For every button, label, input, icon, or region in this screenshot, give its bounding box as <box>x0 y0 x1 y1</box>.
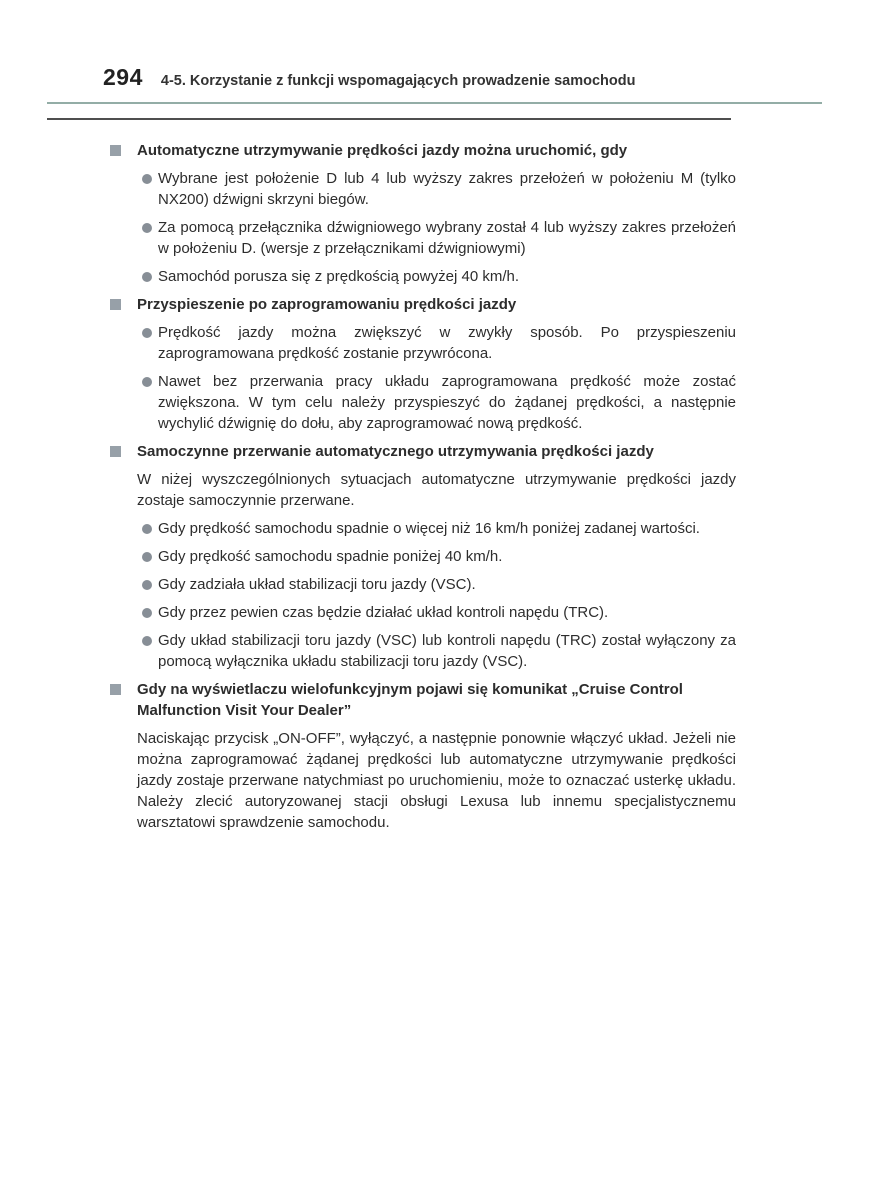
square-bullet-icon <box>110 446 121 457</box>
page-content <box>110 140 736 833</box>
square-bullet-icon <box>110 684 121 695</box>
list-item-text: Wybrane jest położenie D lub 4 lub wyższy zakres przełożeń w położeniu M (tylko NX200) dźwigni skrzyni biegów. <box>158 170 736 208</box>
list-item <box>142 217 736 259</box>
list-item-text: Gdy zadziała układ stabilizacji toru jazdy (VSC). <box>158 576 476 593</box>
header-rule-bottom <box>47 118 731 120</box>
header-rule-top <box>47 102 822 104</box>
list-item-text: Gdy prędkość samochodu spadnie poniżej 40 km/h. <box>158 548 503 565</box>
circle-bullet-icon <box>142 223 152 233</box>
circle-bullet-icon <box>142 636 152 646</box>
list-item <box>142 546 736 567</box>
list-item-text: Nawet bez przerwania pracy układu zaprogramowana prędkość może zostać zwiększona. W tym celu należy przyspieszyć do żądanej prędkości, a następnie wychylić dźwignię do dołu, aby zaprogramować nową prędkość. <box>158 373 736 432</box>
paragraph: W niżej wyszczególnionych sytuacjach automatyczne utrzymywanie prędkości jazdy zostaje samoczynnie przerwane. <box>137 471 736 509</box>
section-heading-text: Automatyczne utrzymywanie prędkości jazdy można uruchomić, gdy <box>137 142 628 159</box>
square-bullet-icon <box>110 299 121 310</box>
list-item <box>142 602 736 623</box>
page-header <box>0 0 877 91</box>
list-item <box>142 371 736 434</box>
section-heading-text: Gdy na wyświetlaczu wielofunkcyjnym pojawi się komunikat „Cruise Control Malfunction Visit Your Dealer” <box>137 681 683 719</box>
list-item <box>142 518 736 539</box>
list-item-text: Prędkość jazdy można zwiększyć w zwykły sposób. Po przyspieszeniu zaprogramowana prędkość zostanie przywrócona. <box>158 324 736 362</box>
paragraph: Naciskając przycisk „ON-OFF”, wyłączyć, a następnie ponownie włączyć układ. Jeżeli nie można zaprogramować żądanej prędkości lub automatyczne utrzymywanie prędkości jazdy zostaje przerwane natychmiast po uruchomieniu, może to oznaczać usterkę układu. Należy zlecić autoryzowanej stacji obsługi Lexusa lub innemu specjalistycznemu warsztatowi sprawdzenie samochodu. <box>137 730 736 831</box>
circle-bullet-icon <box>142 580 152 590</box>
section-heading-text: Przyspieszenie po zaprogramowaniu prędkości jazdy <box>137 296 517 313</box>
circle-bullet-icon <box>142 328 152 338</box>
section-heading <box>110 294 736 315</box>
list-item <box>142 574 736 595</box>
list-item-text: Gdy przez pewien czas będzie działać układ kontroli napędu (TRC). <box>158 604 609 621</box>
chapter-title: 4-5. Korzystanie z funkcji wspomagających prowadzenie samochodu <box>160 73 636 89</box>
list-item <box>142 630 736 672</box>
list-item-text: Gdy układ stabilizacji toru jazdy (VSC) lub kontroli napędu (TRC) został wyłączony za pomocą wyłącznika układu stabilizacji toru jazdy (VSC). <box>158 632 736 670</box>
section-heading-text: Samoczynne przerwanie automatycznego utrzymywania prędkości jazdy <box>137 443 654 460</box>
list-item-text: Samochód porusza się z prędkością powyżej 40 km/h. <box>158 268 520 285</box>
circle-bullet-icon <box>142 608 152 618</box>
circle-bullet-icon <box>142 174 152 184</box>
section-heading <box>110 140 736 161</box>
page-number: 294 <box>103 64 143 90</box>
list-item-text: Gdy prędkość samochodu spadnie o więcej niż 16 km/h poniżej zadanej wartości. <box>158 520 700 537</box>
circle-bullet-icon <box>142 377 152 387</box>
list-item <box>142 168 736 210</box>
circle-bullet-icon <box>142 524 152 534</box>
list-item <box>142 322 736 364</box>
square-bullet-icon <box>110 145 121 156</box>
circle-bullet-icon <box>142 552 152 562</box>
section-heading <box>110 679 736 721</box>
list-item <box>142 266 736 287</box>
list-item-text: Za pomocą przełącznika dźwigniowego wybrany został 4 lub wyższy zakres przełożeń w położeniu D. (wersje z przełącznikami dźwigniowymi) <box>158 219 736 257</box>
circle-bullet-icon <box>142 272 152 282</box>
section-heading <box>110 441 736 462</box>
